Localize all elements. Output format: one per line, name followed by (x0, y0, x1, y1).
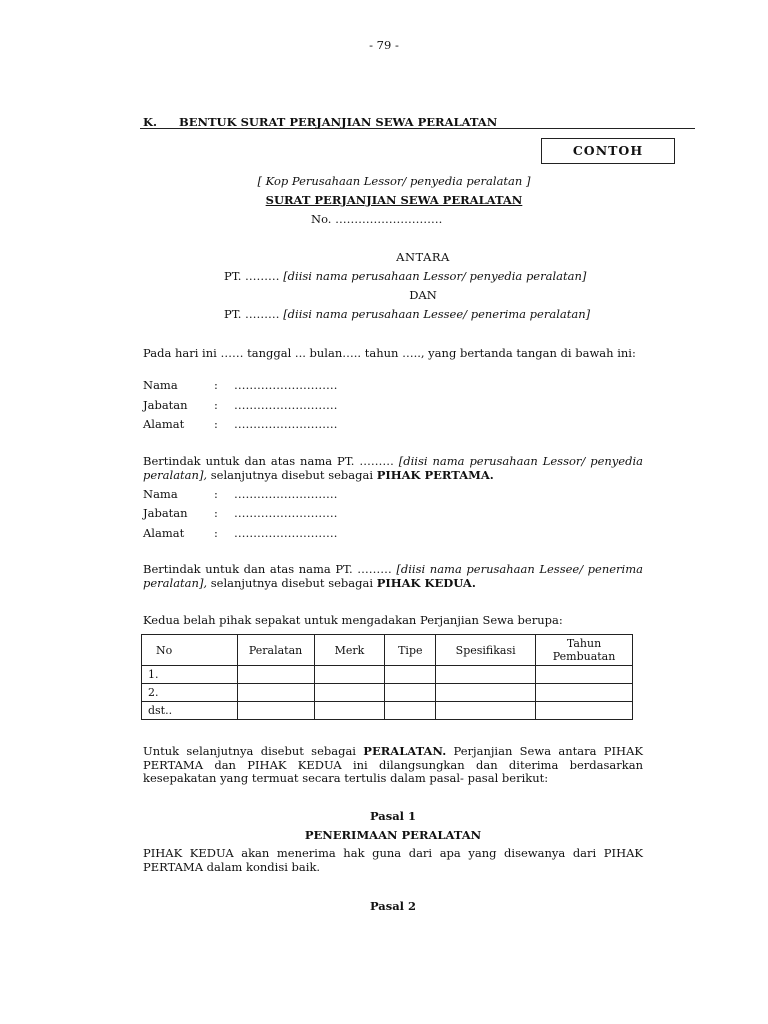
table-cell: 1. (142, 666, 238, 684)
pasal-2-title: Pasal 2 (369, 899, 417, 913)
col-header-tipe: Tipe (385, 635, 436, 666)
pt1-line: PT. ……… [diisi nama perusahaan Lessor/ penyedia peralatan] (224, 269, 587, 283)
col-header-peralatan: Peralatan (237, 635, 314, 666)
table-row (142, 702, 633, 720)
dan-label: DAN (409, 288, 437, 302)
field-sep: : (214, 378, 218, 392)
contoh-box: CONTOH (541, 138, 675, 164)
table-cell (536, 702, 633, 720)
table-header-row (142, 635, 633, 666)
col-header-no: No (142, 635, 238, 666)
field-nama-dots: ……………………… (234, 487, 338, 501)
pasal-1-subtitle: PENERIMAAN PERALATAN (304, 828, 482, 842)
field-sep: : (214, 506, 218, 520)
kop-placeholder: [ Kop Perusahaan Lessor/ penyedia peralatan ] (257, 174, 531, 188)
field-jabatan-label: Jabatan (143, 506, 188, 520)
col-header-spesifikasi: Spesifikasi (436, 635, 536, 666)
table-cell (385, 684, 436, 702)
pasal-1-body: PIHAK KEDUA akan menerima hak guna dari apa yang disewanya dari PIHAK PERTAMA dalam kondisi baik. (143, 846, 643, 874)
untuk-selanjutnya-text: Untuk selanjutnya disebut sebagai PERALATAN. Perjanjian Sewa antara PIHAK PERTAMA dan PIHAK KEDUA ini dilangsungkan dan diterima berdasarkan kesepakatan yang termuat secara tertulis dalam pasal- pasal berikut: (143, 744, 643, 785)
table-cell: 2. (142, 684, 238, 702)
field-jabatan-dots: ……………………… (234, 398, 338, 412)
section-letter: K. (143, 115, 157, 129)
field-alamat-label: Alamat (143, 526, 185, 540)
table-cell (237, 666, 314, 684)
table-cell (314, 702, 385, 720)
table-cell (536, 684, 633, 702)
table-cell (237, 684, 314, 702)
page-number: - 79 - (369, 38, 399, 52)
intro-text: Pada hari ini …… tanggal ... bulan….. tahun ….., yang bertanda tangan di bawah ini: (143, 346, 636, 360)
field-jabatan-label: Jabatan (143, 398, 188, 412)
field-sep: : (214, 487, 218, 501)
table-cell: dst.. (142, 702, 238, 720)
doc-number: No. ………………………. (311, 212, 443, 226)
table-cell (314, 684, 385, 702)
table-row (142, 666, 633, 684)
field-nama-label: Nama (143, 487, 178, 501)
kedua-belah-text: Kedua belah pihak sepakat untuk mengadakan Perjanjian Sewa berupa: (143, 613, 563, 627)
table-cell (536, 666, 633, 684)
pasal-1-title: Pasal 1 (369, 809, 417, 823)
field-alamat-dots: ……………………… (234, 417, 338, 431)
peralatan-table (141, 634, 633, 720)
col-header-tahun-pembuatan: Tahun Pembuatan (536, 635, 633, 666)
pt2-line: PT. ……… [diisi nama perusahaan Lessee/ penerima peralatan] (224, 307, 591, 321)
field-sep: : (214, 417, 218, 431)
table-cell (436, 702, 536, 720)
pihak-pertama-text: Bertindak untuk dan atas nama PT. ……… [diisi nama perusahaan Lessor/ penyedia peralatan], selanjutnya disebut sebagai PIHAK PERTAMA. (143, 454, 643, 482)
table-row (142, 684, 633, 702)
section-rule (140, 128, 695, 129)
table-cell (314, 666, 385, 684)
table-cell (385, 702, 436, 720)
col-header-merk: Merk (314, 635, 385, 666)
antara-label: ANTARA (396, 250, 450, 264)
section-title: BENTUK SURAT PERJANJIAN SEWA PERALATAN (179, 115, 498, 129)
field-sep: : (214, 398, 218, 412)
field-nama-dots: ……………………… (234, 378, 338, 392)
field-nama-label: Nama (143, 378, 178, 392)
pihak-kedua-text: Bertindak untuk dan atas nama PT. ……… [diisi nama perusahaan Lessee/ penerima peralatan], selanjutnya disebut sebagai PIHAK KEDUA. (143, 562, 643, 590)
field-alamat-label: Alamat (143, 417, 185, 431)
field-sep: : (214, 526, 218, 540)
table-cell (385, 666, 436, 684)
table-cell (237, 702, 314, 720)
field-jabatan-dots: ……………………… (234, 506, 338, 520)
table-cell (436, 684, 536, 702)
table-cell (436, 666, 536, 684)
doc-title: SURAT PERJANJIAN SEWA PERALATAN (265, 193, 523, 207)
field-alamat-dots: ……………………… (234, 526, 338, 540)
